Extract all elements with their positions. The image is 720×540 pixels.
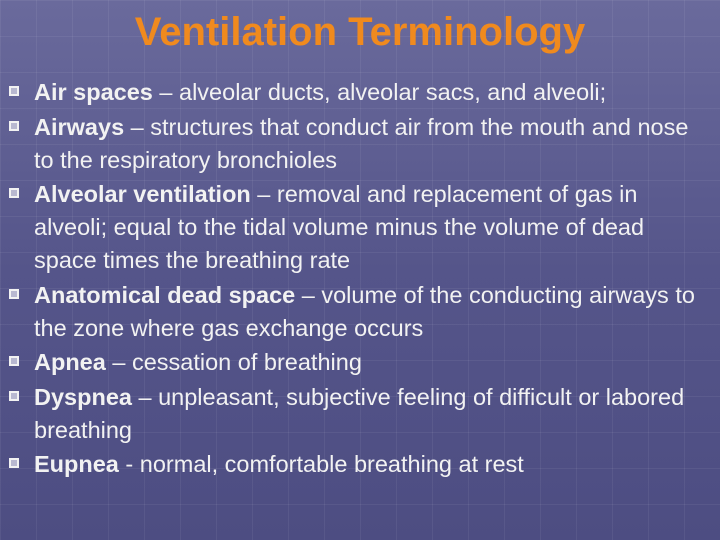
- square-bullet-icon: [8, 288, 20, 300]
- bullet-term: Alveolar ventilation: [34, 181, 251, 207]
- bullet-definition: – structures that conduct air from the mouth and nose to the respiratory bronchioles: [34, 113, 689, 173]
- bullet-term: Dyspnea: [34, 383, 132, 410]
- square-bullet-icon: [8, 85, 20, 97]
- bullet-term: Eupnea: [34, 451, 119, 477]
- bullet-definition: – volume of the conducting airways to the zone where gas exchange occurs: [34, 281, 695, 341]
- bullet-item-apnea: [0, 346, 720, 379]
- square-bullet-icon: [8, 120, 20, 132]
- bullet-term: Anatomical dead space: [34, 281, 296, 308]
- bullet-term: Air spaces: [34, 79, 153, 105]
- square-bullet-icon: [8, 355, 20, 367]
- bullet-item-airways: [0, 111, 720, 177]
- slide-title: Ventilation Terminology: [134, 10, 586, 54]
- bullet-term: Apnea: [34, 349, 106, 375]
- bullet-list: [0, 76, 720, 483]
- square-bullet-icon: [8, 457, 20, 469]
- bullet-item-anatomical-dead-space: [0, 279, 720, 345]
- bullet-item-alveolar-ventilation: [0, 178, 720, 277]
- square-bullet-icon: [8, 390, 20, 402]
- bullet-item-dyspnea: [0, 381, 720, 447]
- bullet-definition: – cessation of breathing: [105, 349, 362, 375]
- bullet-item-eupnea: [0, 448, 720, 481]
- bullet-definition: – alveolar ducts, alveolar sacs, and alveoli;: [152, 79, 607, 105]
- bullet-definition: – unpleasant, subjective feeling of difficult or labored breathing: [34, 383, 685, 443]
- bullet-definition: – removal and replacement of gas in alveoli; equal to the tidal volume minus the volume of dead space times the breathing rate: [34, 181, 645, 273]
- bullet-definition: - normal, comfortable breathing at rest: [118, 451, 524, 477]
- bullet-term: Airways: [34, 113, 125, 140]
- square-bullet-icon: [8, 187, 20, 199]
- bullet-item-air-spaces: [0, 76, 720, 109]
